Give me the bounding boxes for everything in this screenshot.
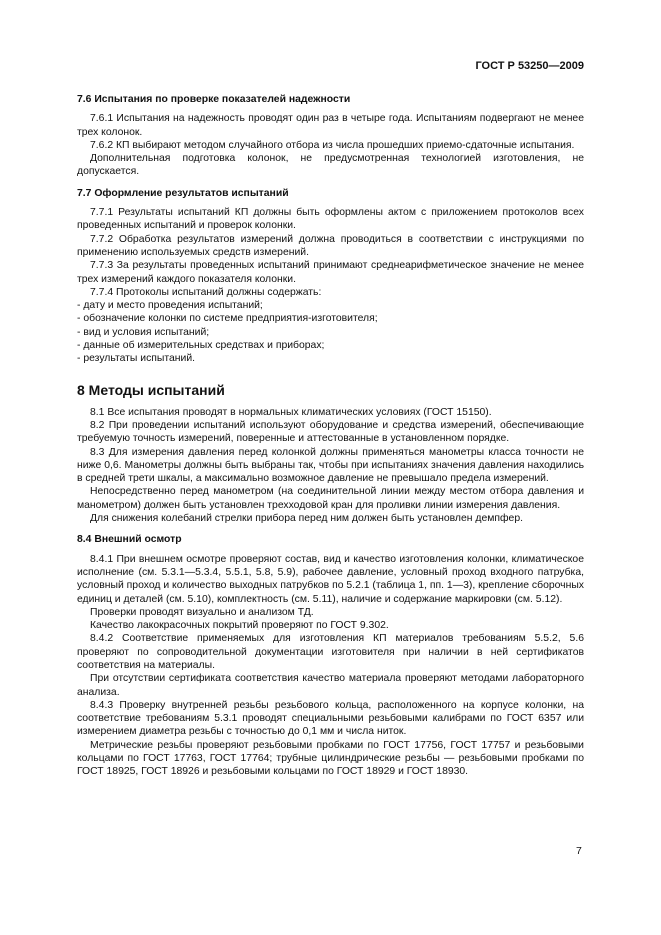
paragraph-8-4-1: 8.4.1 При внешнем осмотре проверяют состав, вид и качество изготовления колонки, климатическое исполнение (см. 5.3.1—5.3.4, 5.5.1, 5.8, 5.9), рабочее давление, условный проход входного патрубка, условный проход и количество выходных патрубков по 5.2.1 (таблица 1, пп. 1—3), крепление сборочных единиц и деталей (см. 5.10), комплектность (см. 5.11), наличие и содержание маркировки (см. 5.12). [77, 553, 584, 605]
paragraph-7-7-3: 7.7.3 За результаты проведенных испытаний принимают среднеарифметическое значение не менее трех измерений каждого показателя колонки. [77, 260, 584, 285]
protocol-contents-list [77, 299, 584, 365]
paragraph-7-7-1: 7.7.1 Результаты испытаний КП должны быть оформлены актом с приложением протоколов всех проведенных испытаний и проверок колонки. [77, 207, 584, 232]
paragraph-8-4-2-lab: При отсутствии сертификата соответствия качество материала проверяют методами лабораторного анализа. [77, 673, 584, 698]
paragraph-8-4-1-coating: Качество лакокрасочных покрытий проверяют по ГОСТ 9.302. [90, 620, 389, 632]
page-content [77, 93, 584, 779]
list-item: - данные об измерительных средствах и приборах; [77, 340, 325, 352]
paragraph-8-4-3-metric: Метрические резьбы проверяют резьбовыми пробками по ГОСТ 17756, ГОСТ 17757 и резьбовыми кольцами по ГОСТ 17763, ГОСТ 17764; трубные цилиндрические резьбы — резьбовыми пробками по ГОСТ 18925, ГОСТ 18926 и резьбовыми кольцами по ГОСТ 18929 и ГОСТ 18930. [77, 739, 584, 778]
paragraph-7-7-2: 7.7.2 Обработка результатов измерений должна проводиться в соответствии с инструкциями по применению используемых средств измерений. [77, 233, 584, 258]
list-item: - дату и место проведения испытаний; [77, 300, 263, 312]
paragraph-8-3-crane: Непосредственно перед манометром (на соединительной линии между местом отбора давления и манометром) должен быть установлен трехходовой кран для проливки линии измерения давления. [77, 486, 584, 511]
paragraph-8-4-3: 8.4.3 Проверку внутренней резьбы резьбового кольца, расположенного на корпусе колонки, на соответствие требованиям 5.3.1 проводят специальными резьбовыми калибрами по ГОСТ 6357 или измерением диаметра резьбы с точностью до 0,1 мм и числа ниток. [77, 699, 584, 738]
standard-number-header: ГОСТ Р 53250—2009 [475, 60, 584, 72]
paragraph-7-7-4: 7.7.4 Протоколы испытаний должны содержать: [90, 286, 322, 298]
section-8-title: 8 Методы испытаний [77, 381, 225, 398]
paragraph-8-3: 8.3 Для измерения давления перед колонкой должны применяться манометры класса точности не ниже 0,6. Манометры должны быть выбраны так, чтобы при испытаниях значения давления находились в средней трети шкалы, а максимально возможное давление не превышало предела измерений. [77, 446, 584, 485]
paragraph-8-3-damper: Для снижения колебаний стрелки прибора перед ним должен быть установлен демпфер. [90, 513, 523, 525]
page-number: 7 [576, 845, 582, 857]
list-item: - обозначение колонки по системе предприятия-изготовителя; [77, 313, 378, 325]
section-7-7-title: 7.7 Оформление результатов испытаний [77, 187, 289, 199]
paragraph-8-1: 8.1 Все испытания проводят в нормальных климатических условиях (ГОСТ 15150). [90, 406, 492, 418]
paragraph-8-2: 8.2 При проведении испытаний используют оборудование и средства измерений, обеспечивающие требуемую точность измерений, поверенные и аттестованные в установленном порядке. [77, 419, 584, 445]
paragraph-8-4-2: 8.4.2 Соответствие применяемых для изготовления КП материалов требованиям 5.5.2, 5.6 проверяют по сопроводительной документации изготовителя при наличии в ней сертификатов соответствия на материалы. [77, 633, 584, 671]
paragraph-7-6-2: 7.6.2 КП выбирают методом случайного отбора из числа прошедших приемо-сдаточные испытания. [90, 139, 575, 151]
section-7-6-title: 7.6 Испытания по проверке показателей надежности [77, 94, 351, 105]
paragraph-7-6-3: Дополнительная подготовка колонок, не предусмотренная технологией изготовления, не допускается. [77, 153, 584, 178]
list-item: - результаты испытаний. [77, 353, 196, 365]
paragraph-8-4-1-visual: Проверки проводят визуально и анализом ТД. [90, 606, 314, 618]
section-8-4-title: 8.4 Внешний осмотр [77, 534, 182, 546]
paragraph-7-6-1: 7.6.1 Испытания на надежность проводят один раз в четыре года. Испытаниям подвергают не менее трех колонок. [77, 113, 584, 138]
list-item: - вид и условия испытаний; [77, 326, 210, 338]
